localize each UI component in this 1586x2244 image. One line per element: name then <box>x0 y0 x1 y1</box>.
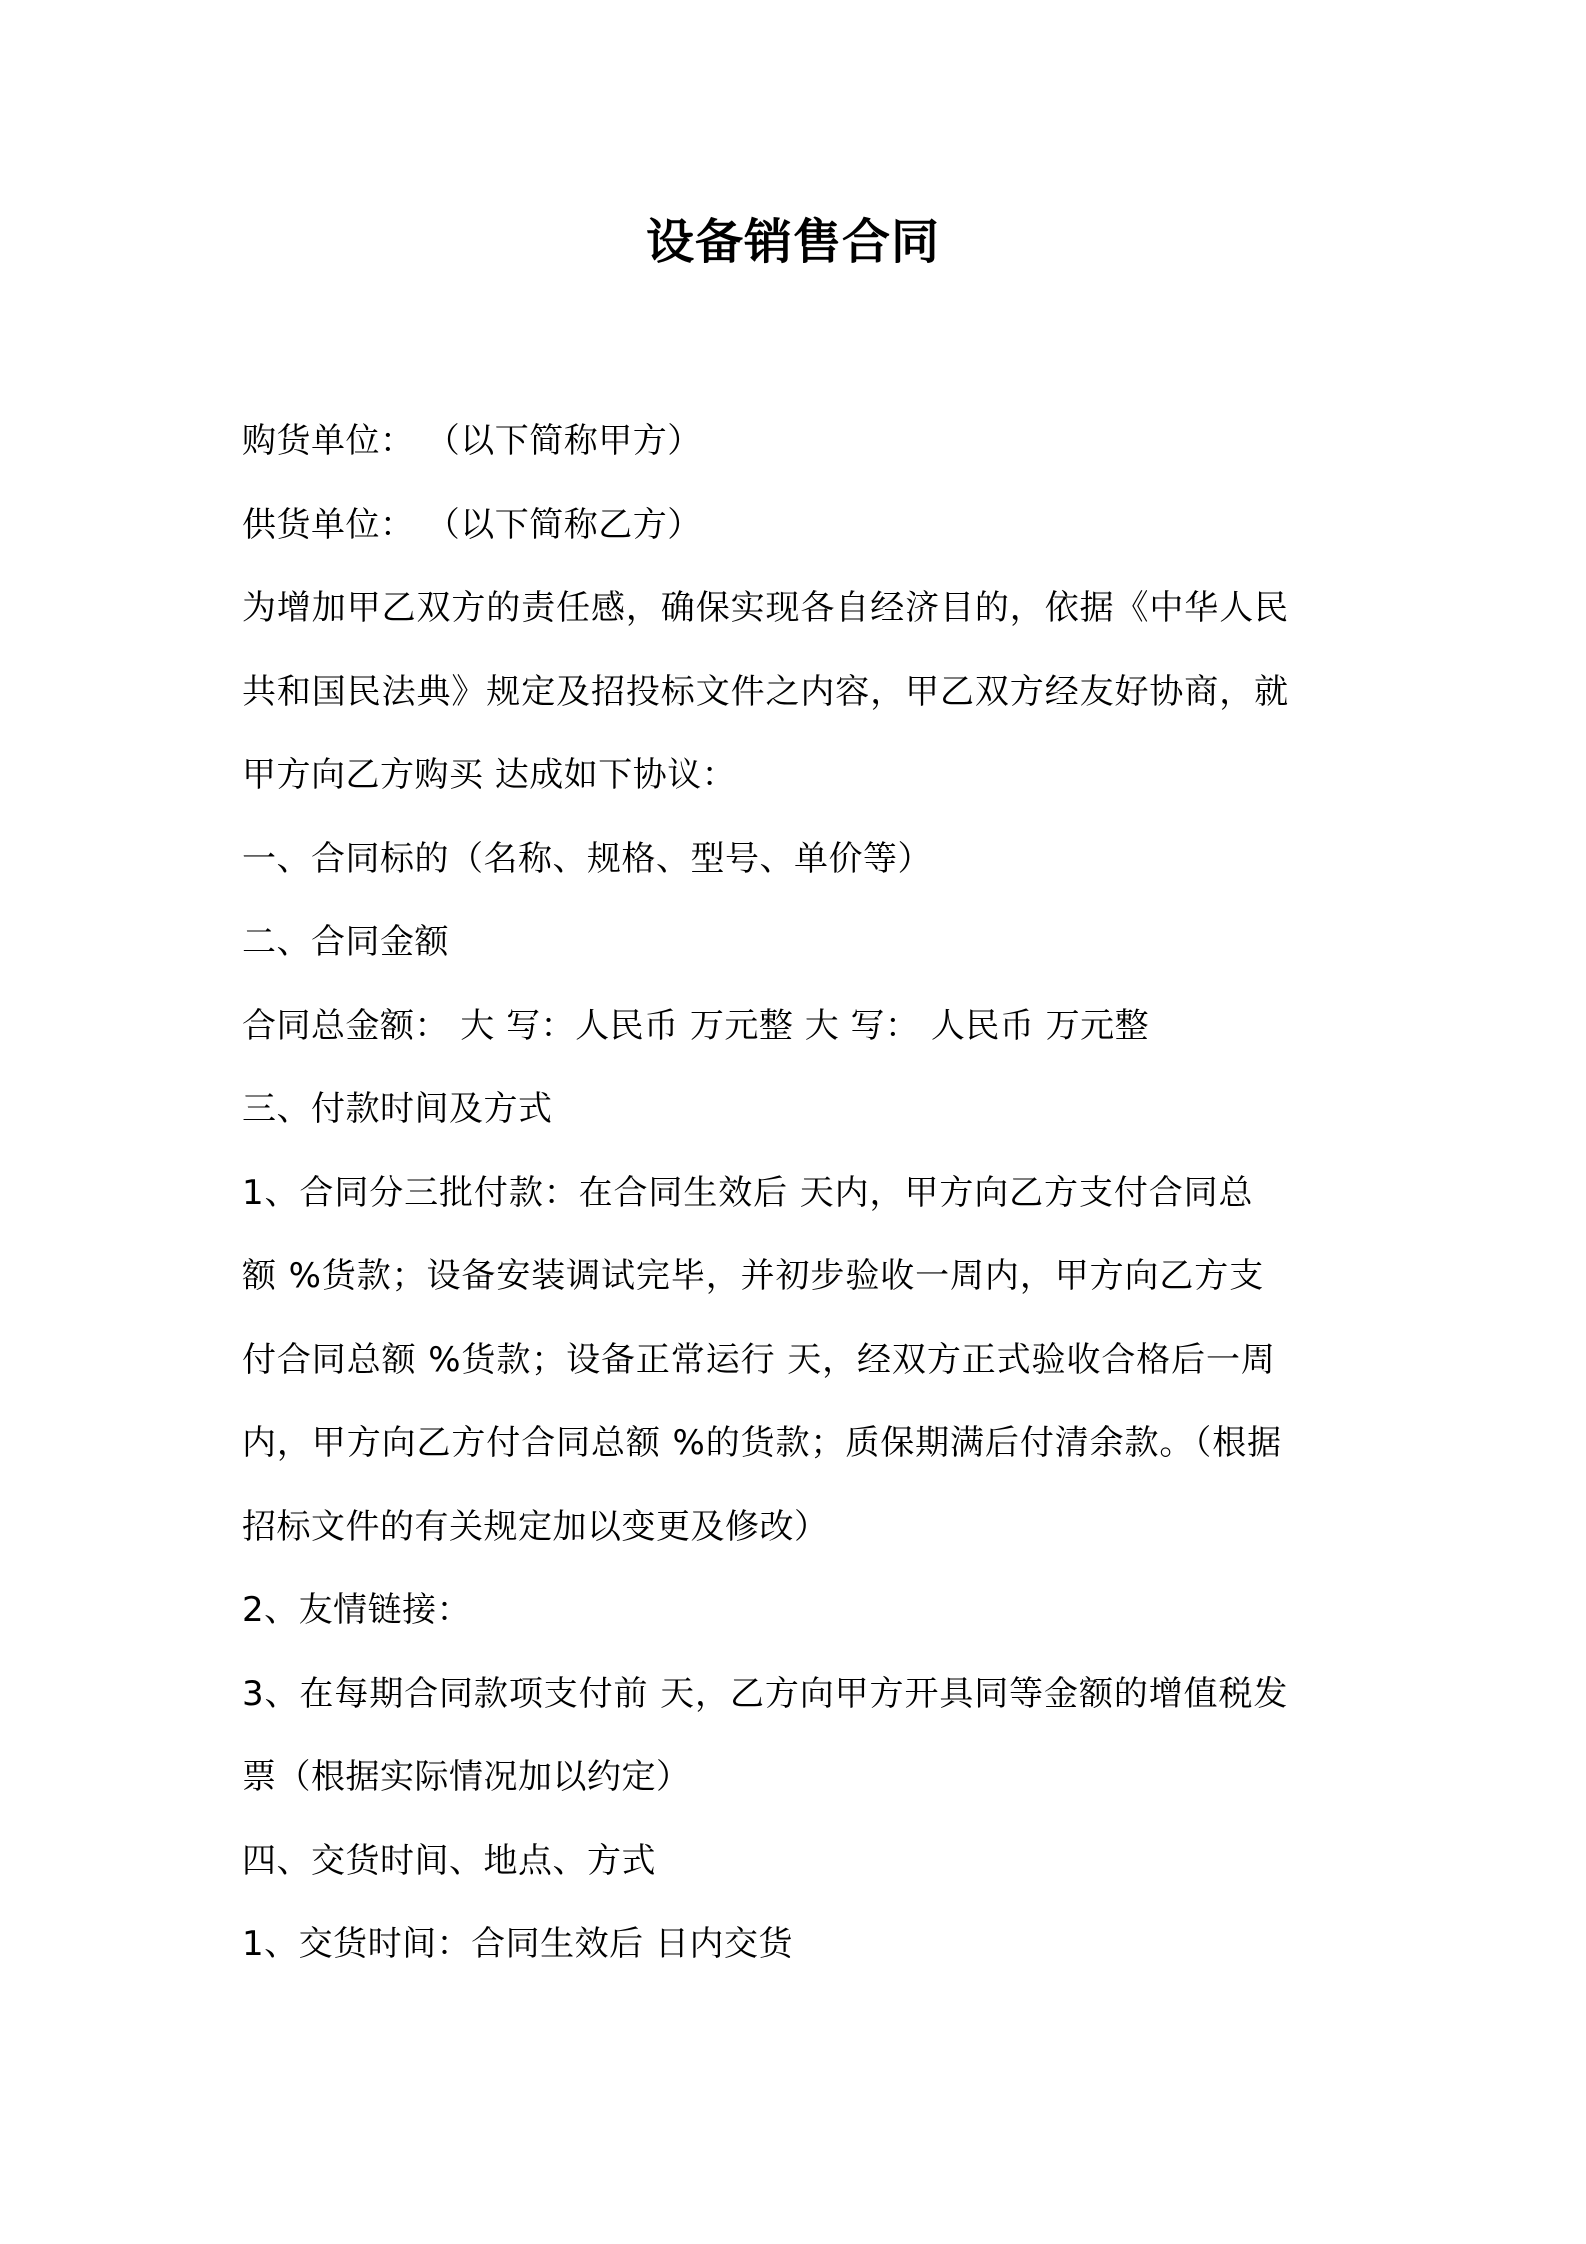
preamble-line-2: 共和国民法典》规定及招投标文件之内容，甲乙双方经友好协商，就 <box>242 671 1289 712</box>
payment-clause-line-5: 招标文件的有关规定加以变更及修改） <box>242 1506 829 1547</box>
delivery-time-line: 1、交货时间：合同生效后 日内交货 <box>242 1924 793 1964</box>
invoice-clause-line-2: 票（根据实际情况加以约定） <box>242 1757 691 1797</box>
invoice-clause-line-1: 3、在每期合同款项支付前 天，乙方向甲方开具同等金额的增值税发 <box>242 1673 1289 1714</box>
section-heading-3: 三、付款时间及方式 <box>242 1089 553 1129</box>
payment-clause-line-3: 付合同总额 %货款；设备正常运行 天，经双方正式验收合格后一周 <box>242 1339 1276 1380</box>
document-body <box>242 400 1362 1987</box>
document-title: 设备销售合同 <box>645 214 940 270</box>
buyer-line: 购货单位： （以下简称甲方） <box>242 421 702 461</box>
preamble-line-1: 为增加甲乙双方的责任感，确保实现各自经济目的，依据《中华人民 <box>242 588 1289 628</box>
payment-clause-line-1: 1、合同分三批付款：在合同生效后 天内，甲方向乙方支付合同总 <box>242 1172 1254 1213</box>
section-heading-4: 四、交货时间、地点、方式 <box>242 1840 656 1881</box>
preamble-line-3: 甲方向乙方购买 达成如下协议： <box>242 755 737 795</box>
payment-clause-line-4: 内，甲方向乙方付合同总额 %的货款；质保期满后付清余款。（根据 <box>242 1423 1283 1463</box>
section-heading-2: 二、合同金额 <box>242 922 449 962</box>
contract-amount-line: 合同总金额： 大 写：人民币 万元整 大 写： 人民币 万元整 <box>242 1005 1150 1046</box>
supplier-line: 供货单位： （以下简称乙方） <box>242 504 702 545</box>
section-heading-1: 一、合同标的（名称、规格、型号、单价等） <box>242 838 932 879</box>
payment-clause-line-2: 额 %货款；设备安装调试完毕，并初步验收一周内，甲方向乙方支 <box>242 1256 1265 1296</box>
friendly-link-line: 2、友情链接： <box>242 1590 472 1630</box>
